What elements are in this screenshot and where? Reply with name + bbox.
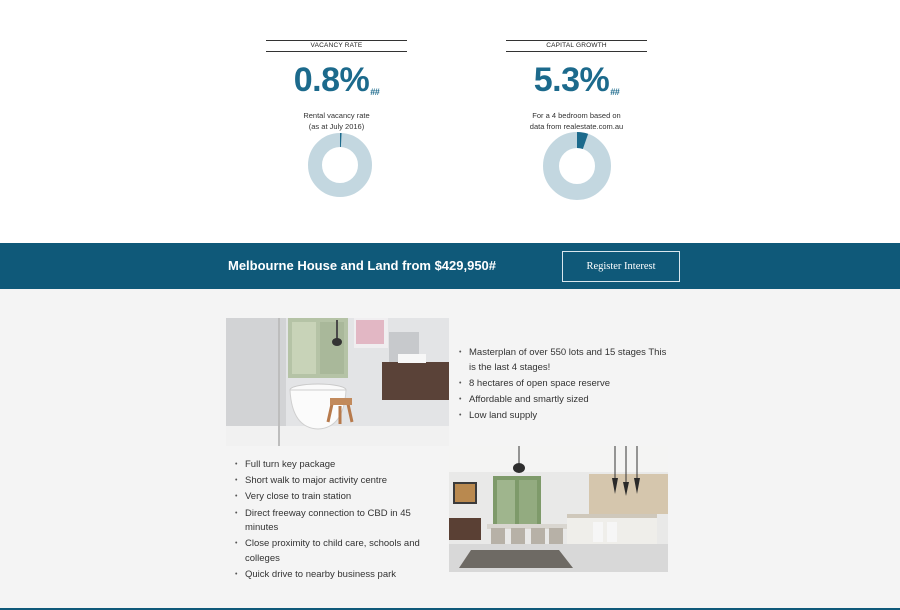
- vacancy-rate-desc-line1: Rental vacancy rate: [303, 111, 370, 120]
- vacancy-rate-heading: VACANCY RATE: [266, 40, 407, 52]
- list-item: • Masterplan of over 550 lots and 15 stages This is the last 4 stages!: [458, 346, 668, 375]
- kitchen-image: [449, 446, 668, 572]
- capital-growth-desc-line2: data from realestate.com.au: [529, 122, 624, 131]
- vacancy-rate-stat: [266, 40, 407, 132]
- capital-growth-value: [506, 62, 647, 98]
- feature-list-left: [234, 458, 429, 584]
- list-item: • Quick drive to nearby business park: [234, 568, 429, 583]
- vacancy-rate-description: [266, 110, 407, 132]
- capital-growth-desc-line1: For a 4 bedroom based on: [532, 111, 621, 120]
- capital-growth-donut: [541, 130, 613, 202]
- list-item: • Affordable and smartly sized: [458, 393, 668, 408]
- vacancy-donut-track: [315, 140, 365, 190]
- register-interest-button[interactable]: Register Interest: [562, 251, 680, 282]
- capital-growth-heading: CAPITAL GROWTH: [506, 40, 647, 52]
- vacancy-rate-footnote-mark: ##: [370, 87, 380, 97]
- banner-title: Melbourne House and Land from $429,950#: [228, 258, 497, 273]
- promo-banner: [0, 243, 900, 289]
- list-item: • Close proximity to child care, schools and colleges: [234, 537, 429, 566]
- bathroom-image: [226, 318, 449, 446]
- list-item: • Short walk to major activity centre: [234, 474, 429, 489]
- list-item: • 8 hectares of open space reserve: [458, 377, 668, 392]
- list-item: • Very close to train station: [234, 490, 429, 505]
- vacancy-rate-desc-line2: (as at July 2016): [308, 122, 365, 131]
- vacancy-rate-number: 0.8%: [293, 61, 370, 99]
- capital-growth-footnote-mark: ##: [610, 87, 620, 97]
- list-item: • Low land supply: [458, 409, 668, 424]
- feature-list-right: [458, 346, 668, 425]
- capital-growth-stat: [506, 40, 647, 132]
- vacancy-rate-value: [266, 62, 407, 98]
- capital-growth-number: 5.3%: [533, 61, 610, 99]
- capital-growth-description: [506, 110, 647, 132]
- vacancy-rate-donut: [305, 130, 375, 200]
- features-section: [0, 289, 900, 610]
- list-item: • Full turn key package: [234, 458, 429, 473]
- list-item: • Direct freeway connection to CBD in 45 minutes: [234, 507, 429, 536]
